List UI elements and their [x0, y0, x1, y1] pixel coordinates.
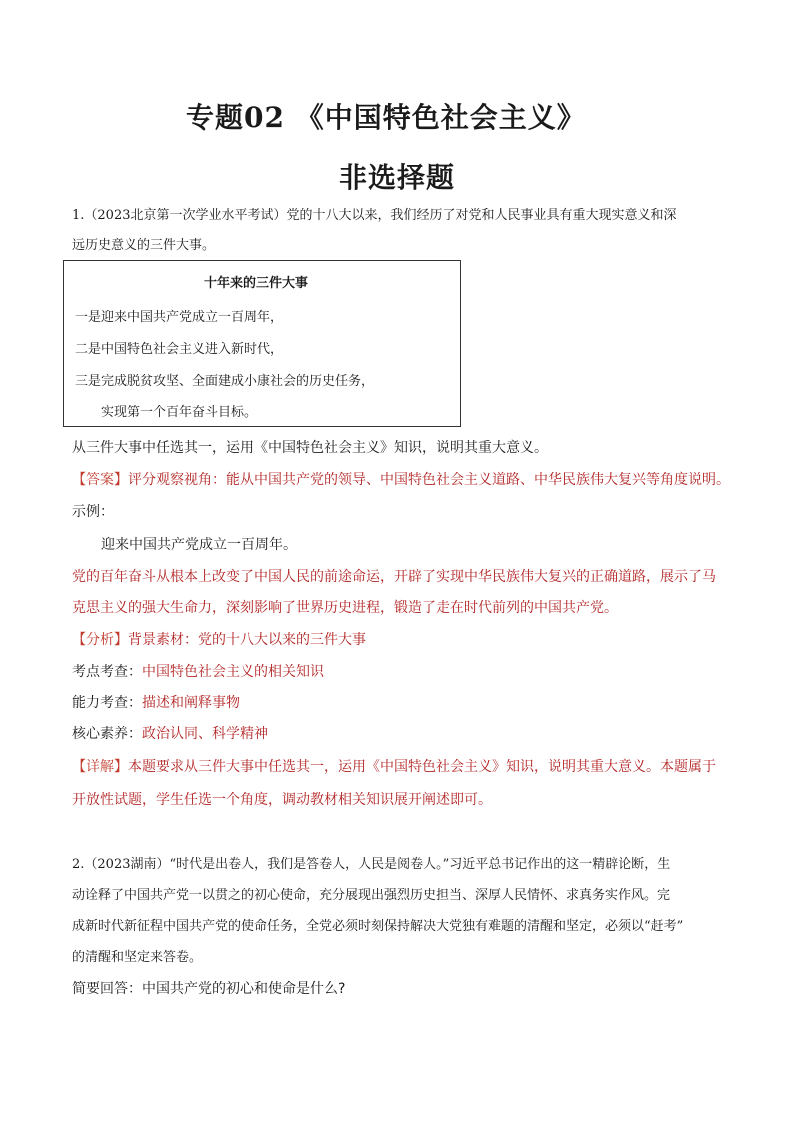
nengli-text: 描述和阐释事物	[142, 695, 240, 711]
analysis-tag: 【分析】	[72, 632, 128, 648]
answer-text: 评分观察视角：能从中国共产党的领导、中国特色社会主义道路、中华民族伟大复兴等角度说明。	[128, 472, 730, 488]
q2-line1: 2.（2023湖南）“时代是出卷人，我们是答卷人，人民是阅卷人。”习近平总书记作出的这一精辟论断，生	[72, 857, 671, 872]
q1-stem-line1: 1.（2023北京第一次学业水平考试）党的十八大以来，我们经历了对党和人民事业具有重大现实意义和深	[72, 208, 677, 223]
q2-line3: 成新时代新征程中国共产党的使命任务，全党必须时刻保持解决大党独有难题的清醒和坚定，必须以“赶考”	[72, 919, 684, 934]
answer-line	[72, 469, 730, 489]
example-label: 示例：	[72, 504, 114, 520]
detail-line2: 开放性试题，学生任选一个角度，调动教材相关知识展开阐述即可。	[72, 792, 492, 808]
suyang-line	[72, 723, 268, 743]
analysis-line	[72, 629, 366, 649]
example-line1: 党的百年奋斗从根本上改变了中国人民的前途命运，开辟了实现中华民族伟大复兴的正确道路，展示了马	[72, 569, 716, 585]
box-line2: 二是中国特色社会主义进入新时代，	[75, 342, 284, 357]
example-line2: 克思主义的强大生命力，深刻影响了世界历史进程，锻造了走在时代前列的中国共产党。	[72, 600, 618, 616]
q2-line4: 的清醒和坚定来答卷。	[72, 950, 203, 965]
detail-line1	[72, 756, 716, 776]
suyang-text: 政治认同、科学精神	[142, 726, 268, 742]
kaodian-label: 考点考查：	[72, 664, 142, 680]
detail-text: 本题要求从三件大事中任选其一，运用《中国特色社会主义》知识，说明其重大意义。本题属于	[128, 759, 716, 775]
box-line1: 一是迎来中国共产党成立一百周年，	[75, 310, 284, 325]
q1-stem-line2: 远历史意义的三件大事。	[72, 238, 216, 253]
kaodian-text: 中国特色社会主义的相关知识	[142, 664, 324, 680]
answer-tag: 【答案】	[72, 472, 128, 488]
detail-tag: 【详解】	[72, 759, 128, 775]
section-title: 非选择题	[339, 161, 456, 194]
suyang-label: 核心素养：	[72, 726, 142, 742]
box-line4: 实现第一个百年奋斗目标。	[101, 405, 258, 420]
analysis-text: 背景素材：党的十八大以来的三件大事	[128, 632, 366, 648]
q1-question: 从三件大事中任选其一，运用《中国特色社会主义》知识，说明其重大意义。	[72, 440, 548, 456]
box-line3: 三是完成脱贫攻坚、全面建成小康社会的历史任务，	[75, 374, 375, 389]
box-title: 十年来的三件大事	[204, 276, 309, 291]
kaodian-line	[72, 661, 324, 681]
page-title: 专题02 《中国特色社会主义》	[186, 101, 586, 134]
q2-line2: 动诠释了中国共产党一以贯之的初心使命，充分展现出强烈历史担当、深厚人民情怀、求真务实作风。完	[72, 888, 671, 903]
nengli-line	[72, 692, 240, 712]
example-title: 迎来中国共产党成立一百周年。	[101, 537, 297, 553]
nengli-label: 能力考查：	[72, 695, 142, 711]
q2-question: 简要回答：中国共产党的初心和使命是什么?	[72, 981, 346, 997]
